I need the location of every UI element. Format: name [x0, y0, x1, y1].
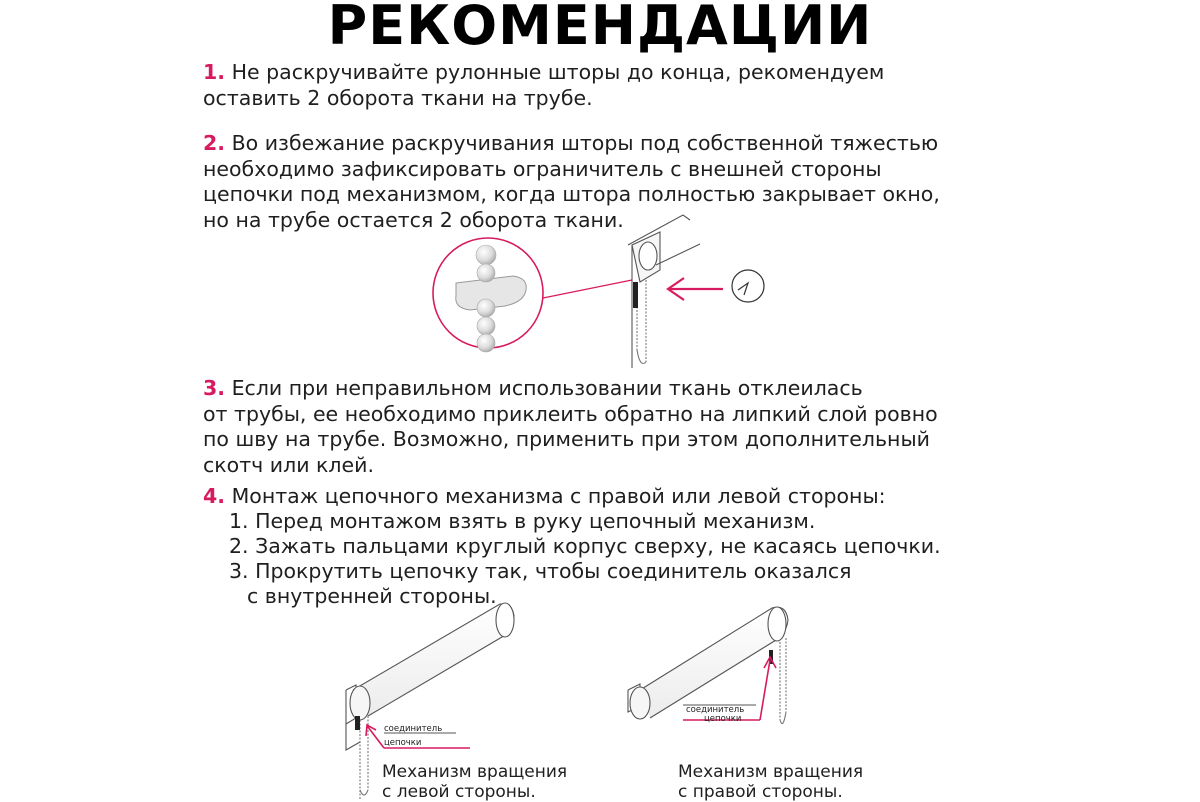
step-1: 1. Перед монтажом взять в руку цепочный механизм.: [229, 509, 816, 533]
left-connector-label: цепочки: [384, 738, 422, 748]
recommendation-1-line: 1. Не раскручивайте рулонные шторы до конца, рекомендуем: [203, 60, 885, 84]
left-mechanism-caption: Механизм вращения с левой стороны.: [382, 762, 568, 802]
arrow-icon: [668, 278, 723, 300]
recommendation-2: 2. Во избежание раскручивания шторы под собственной тяжестью необходимо зафиксировать ограничитель с внешней стороны цепочки под механизмом, когда штора полностью закрывает окно, но на трубе остается 2 оборота ткани.: [203, 131, 940, 232]
mechanism-with-stopper-illustration: [628, 215, 700, 368]
step-3-cont: с внутренней стороны.: [247, 584, 497, 608]
rotation-icon: [732, 270, 764, 302]
step-2: 2. Зажать пальцами круглый корпус сверху, не касаясь цепочки.: [229, 534, 941, 558]
item-number: 3.: [203, 376, 226, 400]
right-connector-label: соединитель: [686, 705, 745, 715]
recommendation-3: 3. Если при неправильном использовании ткань отклеилась от трубы, ее необходимо приклеить обратно на липкий слой ровно по шву на трубе. Возможно, применить при этом дополнительный скотч или клей.: [203, 376, 938, 477]
right-connector-label: цепочки: [704, 714, 742, 724]
item-number: 2.: [203, 131, 226, 155]
step-3: 3. Прокрутить цепочку так, чтобы соединитель оказался: [229, 559, 852, 583]
page-title: РЕКОМЕНДАЦИИ: [327, 0, 873, 57]
item-number: 1.: [203, 60, 226, 84]
recommendation-1-line: оставить 2 оборота ткани на трубе.: [203, 85, 593, 110]
left-connector-label: соединитель: [384, 724, 443, 734]
recommendation-4: 4. Монтаж цепочного механизма с правой или левой стороны:: [203, 484, 886, 508]
stopper-zoom-illustration: [433, 238, 632, 352]
item-number: 4.: [203, 484, 226, 508]
right-mechanism-caption: Механизм вращения с правой стороны.: [678, 762, 864, 802]
